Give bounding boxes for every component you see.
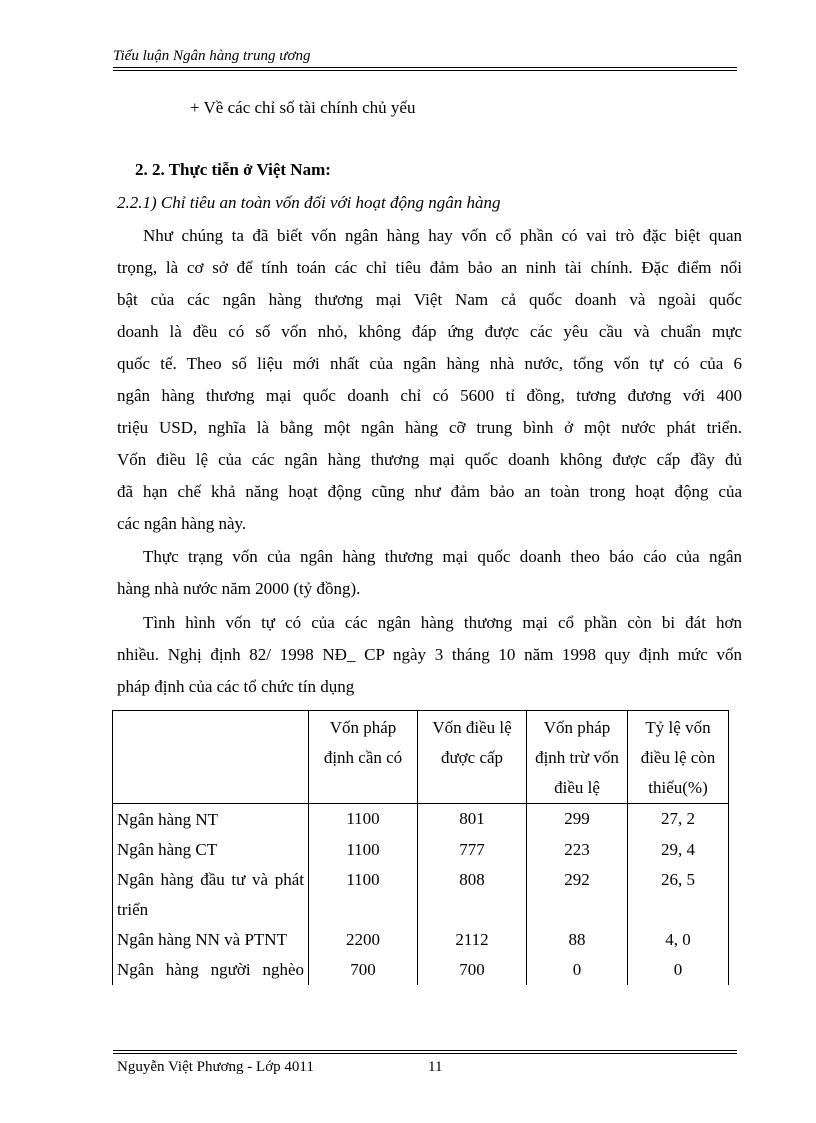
para1-line: ngân hàng thương mại quốc doanh chỉ có 5600 tỉ đồng, tương đương với 400 bbox=[117, 386, 742, 405]
table-cell: 0 bbox=[628, 955, 729, 985]
para2-line: Thực trạng vốn của ngân hàng thương mại quốc doanh theo báo cáo của ngân bbox=[143, 547, 742, 566]
table-cell: 299 bbox=[527, 804, 628, 836]
para1-line: Vốn điều lệ của các ngân hàng thương mại quốc doanh không được cấp đầy đủ bbox=[117, 450, 742, 469]
paragraph-3 bbox=[117, 607, 742, 703]
table-header-row bbox=[113, 711, 729, 804]
table-cell: 801 bbox=[418, 804, 527, 836]
page-number: 11 bbox=[428, 1059, 443, 1075]
table-cell: 700 bbox=[418, 955, 527, 985]
table-cell: 777 bbox=[418, 835, 527, 865]
running-header: Tiểu luận Ngân hàng trung ương bbox=[113, 48, 311, 64]
table-cell: 26, 5 bbox=[628, 865, 729, 925]
table-row bbox=[113, 804, 729, 836]
table-cell: 1100 bbox=[309, 804, 418, 836]
table-cell: 88 bbox=[527, 925, 628, 955]
para3-line: pháp định của các tổ chức tín dụng bbox=[117, 677, 355, 696]
table-header-cell: Tỷ lệ vốn điều lệ còn thiếu(%) bbox=[628, 711, 729, 804]
para1-line: đã hạn chế khả năng hoạt động cũng như đảm bảo an toàn trong hoạt động của bbox=[117, 482, 742, 501]
bullet-line: + Về các chỉ số tài chính chủ yếu bbox=[190, 98, 416, 117]
table-cell-name: Ngân hàng CT bbox=[113, 835, 309, 865]
table-header-cell: Vốn điều lệ được cấp bbox=[418, 711, 527, 804]
table-cell: 4, 0 bbox=[628, 925, 729, 955]
para1-line: các ngân hàng này. bbox=[117, 514, 247, 533]
table-header-cell: Vốn pháp định trừ vốn điều lệ bbox=[527, 711, 628, 804]
paragraph-1 bbox=[117, 220, 742, 540]
table-cell: 27, 2 bbox=[628, 804, 729, 836]
para3-line: Tình hình vốn tự có của các ngân hàng thương mại cổ phần còn bi đát hơn bbox=[143, 613, 742, 632]
table-row bbox=[113, 925, 729, 955]
table-cell-name: Ngân hàng người nghèo bbox=[113, 955, 309, 985]
table-cell: 223 bbox=[527, 835, 628, 865]
table-cell-name: Ngân hàng đầu tư và phát triển bbox=[113, 865, 309, 925]
table-cell: 1100 bbox=[309, 835, 418, 865]
table-cell-name: Ngân hàng NN và PTNT bbox=[113, 925, 309, 955]
table-row bbox=[113, 955, 729, 985]
table-cell: 2112 bbox=[418, 925, 527, 955]
page-cut-mask bbox=[112, 1030, 742, 1050]
para1-line: Như chúng ta đã biết vốn ngân hàng hay vốn cổ phần có vai trò đặc biệt quan bbox=[143, 226, 742, 245]
table-cell: 0 bbox=[527, 955, 628, 985]
subsection-title: 2.2.1) Chỉ tiêu an toàn vốn đối với hoạt động ngân hàng bbox=[117, 193, 501, 212]
table-cell: 292 bbox=[527, 865, 628, 925]
table-cell: 808 bbox=[418, 865, 527, 925]
table-cell: 29, 4 bbox=[628, 835, 729, 865]
table-header-cell: Vốn pháp định cần có bbox=[309, 711, 418, 804]
para1-line: doanh là đều có số vốn nhỏ, không đáp ứng được các yêu cầu và chuẩn mực bbox=[117, 322, 742, 341]
capital-table bbox=[112, 710, 729, 985]
table-cell: 700 bbox=[309, 955, 418, 985]
header-rule bbox=[113, 67, 737, 68]
table-row bbox=[113, 835, 729, 865]
table-cell: 2200 bbox=[309, 925, 418, 955]
section-title: 2. 2. Thực tiễn ở Việt Nam: bbox=[135, 160, 331, 179]
footer-rule-2 bbox=[113, 1053, 737, 1054]
table-row bbox=[113, 865, 729, 925]
para1-line: bật của các ngân hàng thương mại Việt Nam cả quốc doanh và ngoài quốc bbox=[117, 290, 742, 309]
para1-line: triệu USD, nghĩa là bằng một ngân hàng cỡ trung bình ở một nước phát triển. bbox=[117, 418, 742, 437]
header-rule-2 bbox=[113, 70, 737, 71]
footer-author: Nguyễn Việt Phương - Lớp 4011 bbox=[117, 1059, 314, 1075]
para1-line: quốc tế. Theo số liệu mới nhất của ngân hàng nhà nước, tổng vốn tự có của 6 bbox=[117, 354, 742, 373]
table-cell-name: Ngân hàng NT bbox=[113, 804, 309, 836]
footer-rule bbox=[113, 1050, 737, 1051]
para1-line: trọng, là cơ sở để tính toán các chỉ tiêu đảm bảo an ninh tài chính. Đặc điểm nổi bbox=[117, 258, 742, 277]
table-header-cell bbox=[113, 711, 309, 804]
table-cell: 1100 bbox=[309, 865, 418, 925]
para3-line: nhiều. Nghị định 82/ 1998 NĐ_ CP ngày 3 tháng 10 năm 1998 quy định mức vốn bbox=[117, 645, 742, 664]
paragraph-2 bbox=[117, 541, 742, 605]
para2-line: hàng nhà nước năm 2000 (tỷ đồng). bbox=[117, 579, 361, 598]
